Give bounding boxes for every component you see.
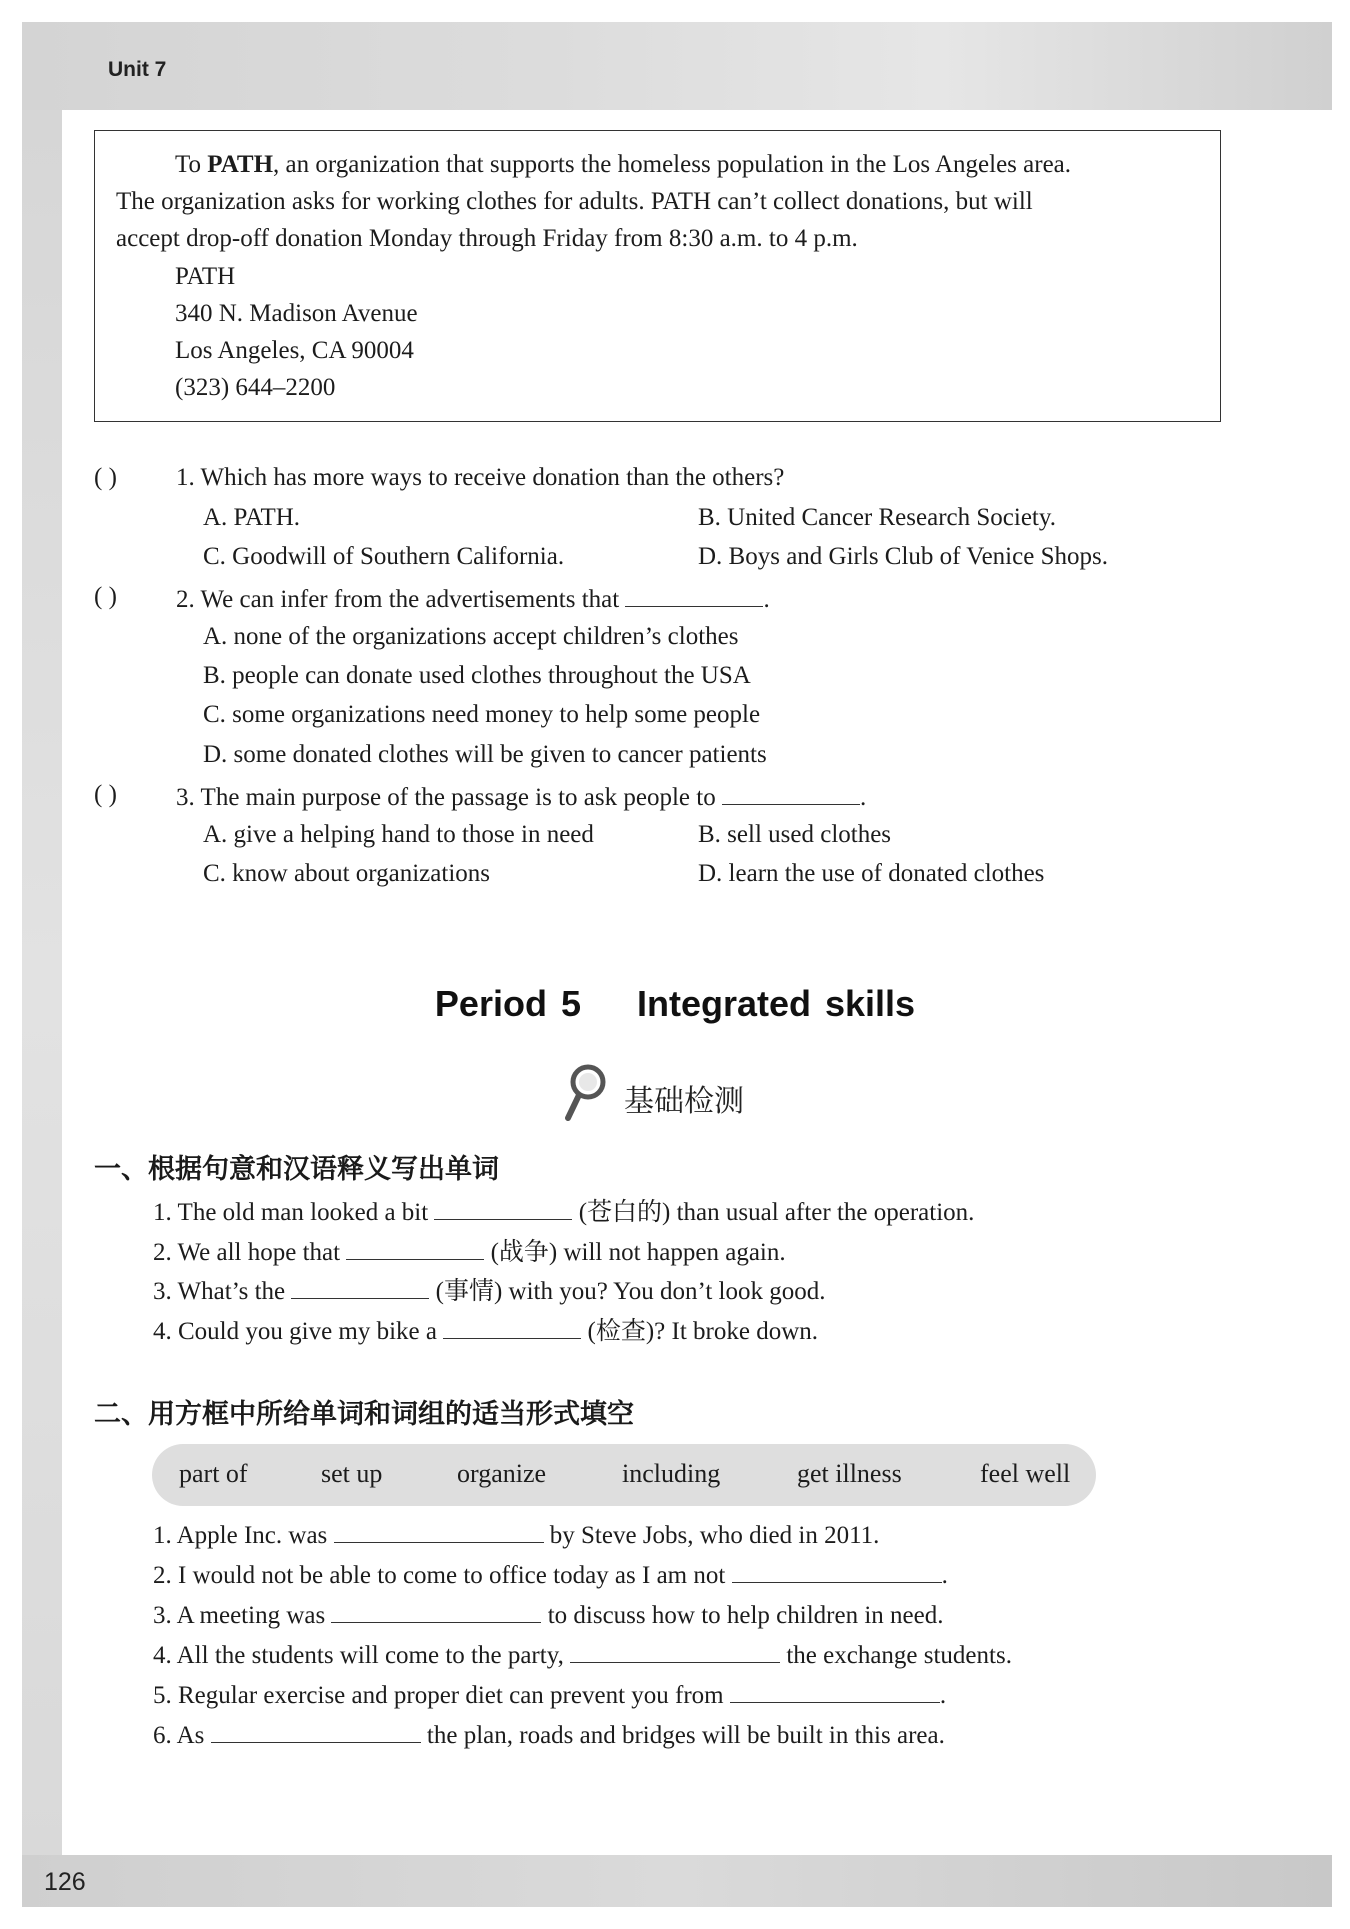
- section-1-item-1: [153, 1195, 974, 1228]
- question-2-option-d: D. some donated clothes will be given to cancer patients: [203, 741, 767, 768]
- answer-bracket-3[interactable]: ( ): [94, 781, 117, 808]
- question-3-option-d: D. learn the use of donated clothes: [698, 860, 1045, 887]
- unit-label: Unit 7: [108, 58, 167, 81]
- question-3-stem-line: [176, 780, 866, 813]
- section-2-item-1: [153, 1518, 879, 1551]
- question-1-stem: 1. Which has more ways to receive donation than the others?: [176, 464, 785, 491]
- question-3-blank[interactable]: [722, 780, 860, 805]
- magnifier-icon: [560, 1062, 610, 1122]
- section-1-item-4-hint: (检查)? It broke down.: [587, 1318, 818, 1345]
- section-1-item-2-blank[interactable]: [346, 1235, 484, 1260]
- answer-bracket-2[interactable]: ( ): [94, 583, 117, 610]
- section-2-item-1-before: 1. Apple Inc. was: [153, 1522, 328, 1549]
- section-2-heading: 二、用方框中所给单词和词组的适当形式填空: [94, 1399, 634, 1430]
- question-2-stem-line: [176, 582, 770, 615]
- section-2-item-5-after: .: [939, 1682, 947, 1709]
- question-1-option-d: D. Boys and Girls Club of Venice Shops.: [698, 543, 1108, 570]
- section-2-item-3-blank[interactable]: [331, 1598, 541, 1623]
- page-number: 126: [44, 1868, 86, 1896]
- section-1-heading: 一、根据句意和汉语释义写出单词: [94, 1154, 499, 1185]
- passage-line-1-rest: , an organization that supports the homeless population in the Los Angeles area.: [273, 151, 1072, 178]
- word-option-set-up: set up: [321, 1459, 383, 1488]
- section-1-item-3: [153, 1274, 826, 1307]
- question-2-stem: 2. We can infer from the advertisements that: [176, 586, 620, 613]
- question-3-option-c: C. know about organizations: [203, 860, 490, 887]
- header-band: [22, 22, 1332, 110]
- section-2-item-4: [153, 1638, 1012, 1671]
- address-line-2: 340 N. Madison Avenue: [175, 300, 418, 327]
- section-2-item-3-before: 3. A meeting was: [153, 1602, 326, 1629]
- section-2-item-6-after: the plan, roads and bridges will be built in this area.: [426, 1722, 945, 1749]
- section-1-item-3-hint: (事情) with you? You don’t look good.: [435, 1278, 826, 1305]
- question-3-stem: 3. The main purpose of the passage is to ask people to: [176, 784, 716, 811]
- organization-name-bold: PATH: [207, 151, 274, 178]
- word-option-part-of: part of: [179, 1459, 248, 1488]
- section-2-item-2-blank[interactable]: [732, 1558, 942, 1583]
- section-2-item-5: [153, 1678, 946, 1711]
- section-2-item-4-after: the exchange students.: [786, 1642, 1012, 1669]
- basic-test-label: 基础检测: [624, 1084, 744, 1119]
- section-2-item-6-before: 6. As: [153, 1722, 205, 1749]
- question-3-stem-end: .: [859, 784, 867, 811]
- section-1-item-1-text: 1. The old man looked a bit: [153, 1199, 429, 1226]
- word-option-feel-well: feel well: [980, 1459, 1071, 1488]
- address-line-3: Los Angeles, CA 90004: [175, 337, 414, 364]
- section-1-item-1-hint: (苍白的) than usual after the operation.: [578, 1199, 975, 1226]
- section-1-item-4-blank[interactable]: [443, 1314, 581, 1339]
- answer-bracket-1[interactable]: ( ): [94, 464, 117, 491]
- passage-line-3: accept drop-off donation Monday through Friday from 8:30 a.m. to 4 p.m.: [116, 225, 858, 252]
- word-option-get-illness: get illness: [797, 1459, 902, 1488]
- word-option-including: including: [622, 1459, 721, 1488]
- passage-line-1-prefix: To: [175, 151, 208, 178]
- section-1-item-4-text: 4. Could you give my bike a: [153, 1318, 437, 1345]
- section-2-item-3-after: to discuss how to help children in need.: [547, 1602, 944, 1629]
- section-2-item-4-before: 4. All the students will come to the party,: [153, 1642, 564, 1669]
- question-1-option-c: C. Goodwill of Southern California.: [203, 543, 565, 570]
- word-option-organize: organize: [457, 1459, 547, 1488]
- question-3-option-a: A. give a helping hand to those in need: [203, 821, 594, 848]
- footer-band: [22, 1855, 1332, 1907]
- section-1-item-2-hint: (战争) will not happen again.: [490, 1239, 786, 1266]
- question-2-stem-end: .: [763, 586, 770, 613]
- question-1-option-b: B. United Cancer Research Society.: [698, 504, 1056, 531]
- address-line-4: (323) 644–2200: [175, 374, 336, 401]
- question-2-option-b: B. people can donate used clothes throughout the USA: [203, 662, 751, 689]
- section-2-item-5-before: 5. Regular exercise and proper diet can prevent you from: [153, 1682, 724, 1709]
- section-2-item-6-blank[interactable]: [211, 1718, 421, 1743]
- section-2-item-2-before: 2. I would not be able to come to office today as I am not: [153, 1562, 726, 1589]
- question-2-option-a: A. none of the organizations accept children’s clothes: [203, 623, 739, 650]
- question-2-option-c: C. some organizations need money to help some people: [203, 701, 761, 728]
- section-1-item-4: [153, 1314, 818, 1347]
- passage-line-1: [175, 150, 1071, 180]
- passage-line-2: The organization asks for working clothes for adults. PATH can’t collect donations, but will: [116, 188, 1033, 215]
- section-1-item-3-blank[interactable]: [291, 1274, 429, 1299]
- section-1-item-1-blank[interactable]: [434, 1195, 572, 1220]
- question-3-option-b: B. sell used clothes: [698, 821, 892, 848]
- period-title: Period 5 Integrated skills: [434, 983, 916, 1024]
- section-2-item-1-after: by Steve Jobs, who died in 2011.: [549, 1522, 880, 1549]
- section-1-item-3-text: 3. What’s the: [153, 1278, 286, 1305]
- address-line-1: PATH: [175, 263, 236, 290]
- section-1-item-2-text: 2. We all hope that: [153, 1239, 341, 1266]
- section-1-item-2: [153, 1235, 786, 1268]
- section-2-item-1-blank[interactable]: [334, 1518, 544, 1543]
- section-2-item-2-after: .: [941, 1562, 948, 1589]
- section-2-item-6: [153, 1718, 945, 1751]
- section-2-item-3: [153, 1598, 943, 1631]
- section-2-item-2: [153, 1558, 948, 1591]
- section-2-item-4-blank[interactable]: [570, 1638, 780, 1663]
- basic-test-badge: [560, 1062, 800, 1122]
- question-2-blank[interactable]: [625, 582, 763, 607]
- question-1-option-a: A. PATH.: [203, 504, 301, 531]
- section-2-item-5-blank[interactable]: [730, 1678, 940, 1703]
